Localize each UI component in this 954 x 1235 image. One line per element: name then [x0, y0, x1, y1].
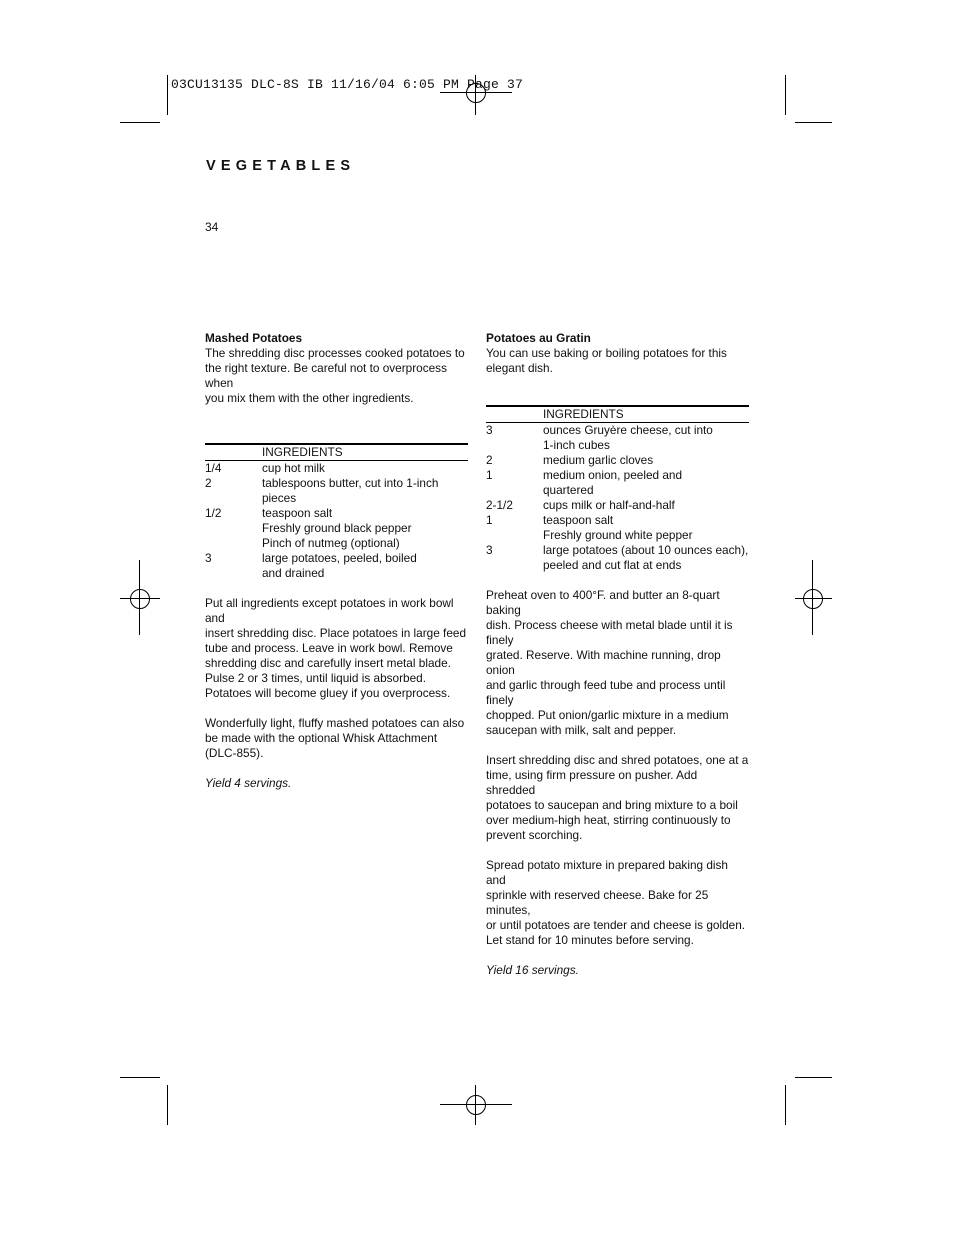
ingredient-row: 2 tablespoons butter, cut into 1-inch pieces — [205, 476, 439, 505]
recipe-intro-line: the right texture. Be careful not to overprocess when — [205, 361, 447, 390]
ingredient-row: Freshly ground black pepper — [262, 521, 412, 535]
method-line: potatoes to saucepan and bring mixture to a boil — [486, 798, 738, 812]
method-line: time, using firm pressure on pusher. Add shredded — [486, 768, 698, 797]
recipe-intro-line: you mix them with the other ingredients. — [205, 391, 414, 405]
note-line: be made with the optional Whisk Attachment — [205, 731, 438, 745]
note-line: Wonderfully light, fluffy mashed potatoes can also — [205, 716, 465, 730]
method-line: and garlic through feed tube and process until finely — [486, 678, 726, 707]
crop-mark-bottom-left-h — [120, 1077, 160, 1078]
ingredient-row: 2 medium garlic cloves — [486, 453, 654, 467]
method-line: Potatoes will become gluey if you overprocess. — [205, 686, 451, 700]
method-line: sprinkle with reserved cheese. Bake for 25 minutes, — [486, 888, 709, 917]
ingredient-row: 1 medium onion, peeled and — [486, 468, 683, 482]
method-line: over medium-high heat, stirring continuously to — [486, 813, 731, 827]
ingredients-header: INGREDIENTS — [543, 406, 749, 423]
method-line: Preheat oven to 400°F. and butter an 8-quart baking — [486, 588, 720, 617]
recipe-title: Mashed Potatoes — [205, 331, 303, 345]
crop-mark-top-right-v — [785, 75, 786, 115]
page-number: 34 — [205, 220, 219, 234]
ingredient-row: 3 large potatoes, peeled, boiled — [205, 551, 417, 565]
crop-mark-top-left-v — [167, 75, 168, 115]
method-line: chopped. Put onion/garlic mixture in a medium — [486, 708, 729, 722]
recipe-yield: Yield 4 servings. — [205, 776, 292, 790]
ingredients-table — [486, 405, 749, 573]
recipe-yield: Yield 16 servings. — [486, 963, 579, 977]
recipe-title: Potatoes au Gratin — [486, 331, 591, 345]
crop-mark-bottom-right-v — [785, 1085, 786, 1125]
crop-mark-bottom-left-v — [167, 1085, 168, 1125]
method-line: or until potatoes are tender and cheese is golden. — [486, 918, 746, 932]
ingredient-row: quartered — [543, 483, 594, 497]
ingredient-row: 2-1/2 cups milk or half-and-half — [486, 498, 675, 512]
crop-mark-bottom-right-h — [795, 1077, 832, 1078]
ingredient-row: 3 large potatoes (about 10 ounces each), — [486, 543, 749, 557]
ingredient-row: 1/2 teaspoon salt — [205, 506, 333, 520]
section-title: VEGETABLES — [206, 158, 356, 174]
recipe-intro-line: The shredding disc processes cooked potatoes to — [205, 346, 465, 360]
method-line: Pulse 2 or 3 times, until liquid is absorbed. — [205, 671, 426, 685]
method-line: prevent scorching. — [486, 828, 583, 842]
note-line: (DLC-855). — [205, 746, 264, 760]
recipe-intro-line: elegant dish. — [486, 361, 553, 375]
method-line: tube and process. Leave in work bowl. Remove — [205, 641, 453, 655]
ingredients-table — [205, 443, 468, 581]
ingredient-row: Pinch of nutmeg (optional) — [262, 536, 400, 550]
recipe-mashed-potatoes — [205, 331, 468, 791]
recipe-intro-line: You can use baking or boiling potatoes for this — [486, 346, 727, 360]
method-line: Spread potato mixture in prepared baking dish and — [486, 858, 728, 887]
method-line: dish. Process cheese with metal blade until it is finely — [486, 618, 733, 647]
ingredient-row: peeled and cut flat at ends — [543, 558, 682, 572]
ingredient-row: 1-inch cubes — [543, 438, 610, 452]
method-line: grated. Reserve. With machine running, drop onion — [486, 648, 721, 677]
method-line: Put all ingredients except potatoes in work bowl and — [205, 596, 454, 625]
crop-mark-top-left-h — [120, 122, 160, 123]
print-slug: 03CU13135 DLC-8S IB 11/16/04 6:05 PM Page 37 — [171, 77, 524, 92]
method-line: saucepan with milk, salt and pepper. — [486, 723, 677, 737]
ingredient-row: 1 teaspoon salt — [486, 513, 614, 527]
method-line: Insert shredding disc and shred potatoes, one at a — [486, 753, 749, 767]
ingredient-row: 1/4 cup hot milk — [205, 461, 325, 475]
method-line: Let stand for 10 minutes before serving. — [486, 933, 694, 947]
crop-mark-top-right-h — [795, 122, 832, 123]
method-line: insert shredding disc. Place potatoes in large feed — [205, 626, 467, 640]
recipe-potatoes-au-gratin — [486, 331, 749, 978]
ingredient-row: and drained — [262, 566, 325, 580]
ingredients-header: INGREDIENTS — [262, 444, 468, 461]
ingredient-row: Freshly ground white pepper — [543, 528, 693, 542]
method-line: shredding disc and carefully insert metal blade. — [205, 656, 451, 670]
ingredient-row: 3 ounces Gruyère cheese, cut into — [486, 423, 713, 437]
